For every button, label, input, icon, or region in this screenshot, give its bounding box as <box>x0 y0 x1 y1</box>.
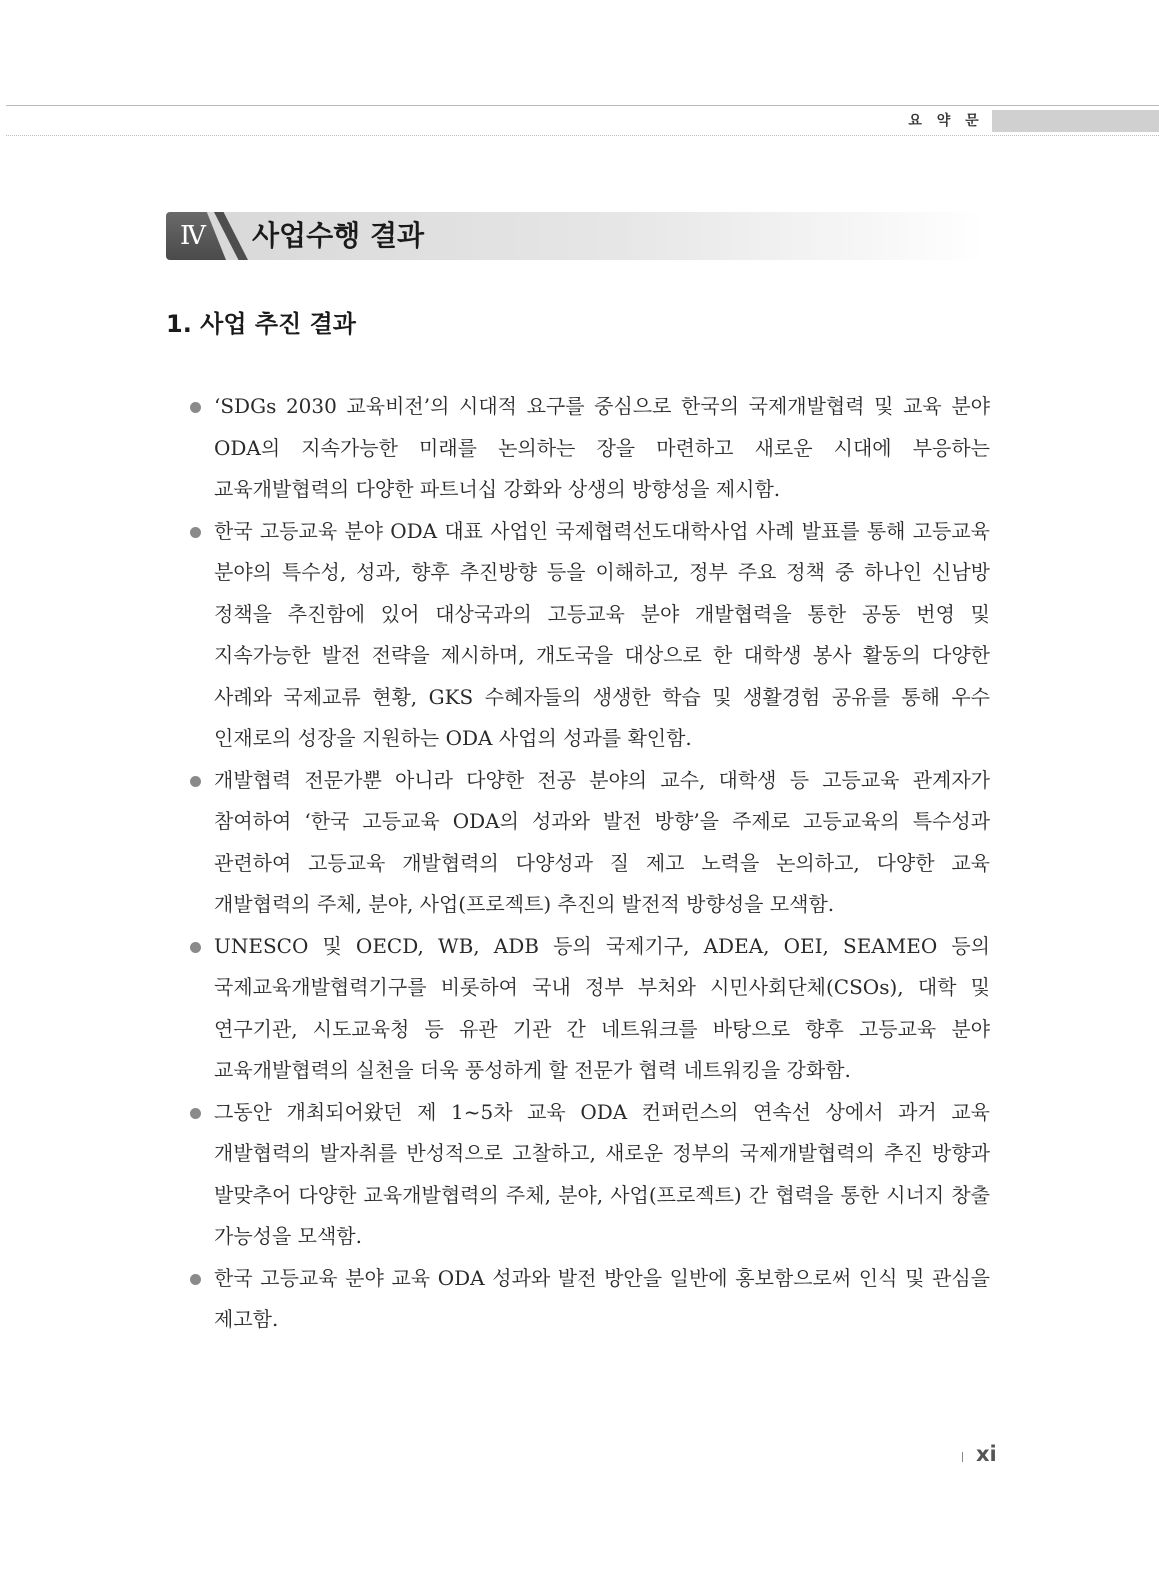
bullet-text: ‘SDGs 2030 교육비전’의 시대적 요구를 중심으로 한국의 국제개발협력 및 교육 분야 ODA의 지속가능한 미래를 논의하는 장을 마련하고 새로운 시대에 부응하는 교육개발협력의 다양한 파트너십 강화와 상생의 방향성을 제시함. <box>214 394 990 501</box>
page-number: xi <box>976 1442 997 1466</box>
page-number-separator <box>962 1452 963 1462</box>
bullet-item <box>190 760 990 926</box>
bullet-dot-icon <box>190 942 201 953</box>
bullet-item <box>190 1258 990 1341</box>
summary-bullet-list <box>190 386 990 1341</box>
bullet-item <box>190 511 990 760</box>
running-header-label: 요 약 문 <box>908 113 984 129</box>
chapter-banner <box>166 212 986 260</box>
bullet-dot-icon <box>190 402 201 413</box>
bullet-dot-icon <box>190 776 201 787</box>
chapter-numeral: Ⅳ <box>180 221 206 251</box>
bullet-text: UNESCO 및 OECD, WB, ADB 등의 국제기구, ADEA, OEI, SEAMEO 등의 국제교육개발협력기구를 비롯하여 국내 정부 부처와 시민사회단체(CSOs), 대학 및 연구기관, 시도교육청 등 유관 기관 간 네트워크를 바탕으로 향후 고등교육 분야 교육개발협력의 실천을 더욱 풍성하게 할 전문가 협력 네트워킹을 강화함. <box>214 933 990 1082</box>
header-top-rule <box>6 105 1159 106</box>
header-dotted-rule <box>6 135 1159 136</box>
bullet-item <box>190 926 990 1092</box>
bullet-text: 한국 고등교육 분야 ODA 대표 사업인 국제협력선도대학사업 사례 발표를 통해 고등교육 분야의 특수성, 성과, 향후 추진방향 등을 이해하고, 정부 주요 정책 중 하나인 신남방 정책을 추진함에 있어 대상국과의 고등교육 분야 개발협력을 통한 공동 번영 및 지속가능한 발전 전략을 제시하며, 개도국을 대상으로 한 대학생 봉사 활동의 다양한 사례와 국제교류 현황, GKS 수혜자들의 생생한 학습 및 생활경험 공유를 통해 우수 인재로의 성장을 지원하는 ODA 사업의 성과를 확인함. <box>214 518 990 750</box>
bullet-dot-icon <box>190 1108 201 1119</box>
bullet-item <box>190 386 990 511</box>
chapter-title: 사업수행 결과 <box>252 219 425 252</box>
bullet-dot-icon <box>190 527 201 538</box>
bullet-text: 개발협력 전문가뿐 아니라 다양한 전공 분야의 교수, 대학생 등 고등교육 관계자가 참여하여 ‘한국 고등교육 ODA의 성과와 발전 방향’을 주제로 고등교육의 특수성과 관련하여 고등교육 개발협력의 다양성과 질 제고 노력을 논의하고, 다양한 교육 개발협력의 주체, 분야, 사업(프로젝트) 추진의 발전적 방향성을 모색함. <box>214 767 990 916</box>
section-heading: 1. 사업 추진 결과 <box>166 310 356 338</box>
bullet-text: 그동안 개최되어왔던 제 1~5차 교육 ODA 컨퍼런스의 연속선 상에서 과거 교육 개발협력의 발자취를 반성적으로 고찰하고, 새로운 정부의 국제개발협력의 추진 방향과 발맞추어 다양한 교육개발협력의 주체, 분야, 사업(프로젝트) 간 협력을 통한 시너지 창출 가능성을 모색함. <box>214 1099 991 1248</box>
header-gray-tab <box>992 110 1159 132</box>
bullet-text: 한국 고등교육 분야 교육 ODA 성과와 발전 방안을 일반에 홍보함으로써 인식 및 관심을 제고함. <box>214 1265 990 1331</box>
bullet-item <box>190 1092 990 1258</box>
bullet-dot-icon <box>190 1274 201 1285</box>
